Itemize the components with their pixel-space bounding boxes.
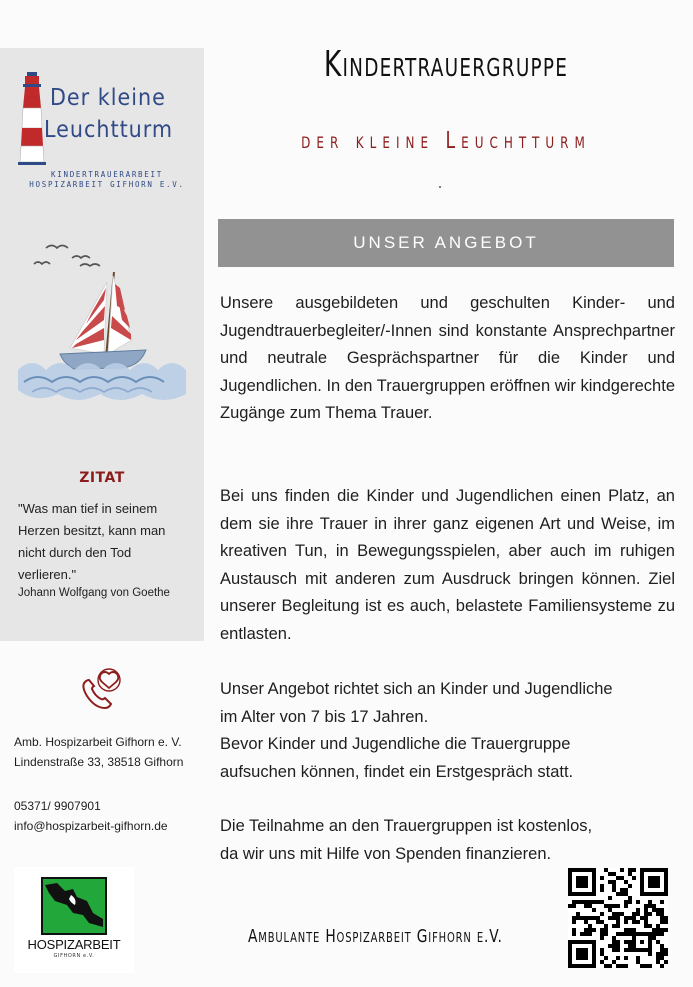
- section-heading-bar: [218, 219, 674, 267]
- hospiz-logo: [14, 867, 134, 973]
- contact-address: [14, 732, 183, 772]
- paragraph-1: Unsere ausgebildeten und geschulten Kinder- und Jugendtrauerbegleiter/-Innen sind konstante Ansprechpartner und neutrale Gesprächspartner für die Kinder und Jugendlichen. In den Trauergruppen eröffnen wir kindgerechte Zugänge zum Thema Trauer.: [220, 294, 675, 422]
- page-title: Kindertrauergruppe: [323, 44, 569, 85]
- logo-title: Der kleine Leuchtturm: [44, 85, 174, 143]
- phone-heart-icon: [77, 668, 125, 712]
- section-heading: UNSER ANGEBOT: [353, 233, 539, 252]
- contact-street: Lindenstraße 33, 38518 Gifhorn: [14, 755, 184, 769]
- page-subtitle: der kleine Leuchtturm: [301, 128, 591, 154]
- hospiz-logo-label: HOSPIZARBEIT: [27, 937, 121, 952]
- footer-organization: Ambulante Hospizarbeit Gifhorn e.V.: [248, 926, 503, 947]
- contact-email[interactable]: info@hospizarbeit-gifhorn.de: [14, 819, 168, 833]
- contact-phone[interactable]: 05371/ 9907901: [14, 799, 101, 813]
- contact-org: Amb. Hospizarbeit Gifhorn e. V.: [14, 735, 182, 749]
- qr-code-icon[interactable]: [568, 868, 668, 968]
- logo-subtitle: KINDERTRAUERARBEIT HOSPIZARBEIT GIFHORN E.V.: [29, 170, 185, 189]
- sailboat-icon: [14, 236, 189, 411]
- quote-heading: ZITAT: [79, 470, 125, 486]
- paragraph-4: Die Teilnahme an den Trauergruppen ist kostenlos, da wir uns mit Hilfe von Spenden finanzieren.: [220, 817, 593, 863]
- quote-author: Johann Wolfgang von Goethe: [18, 587, 170, 599]
- hospiz-logo-sublabel: GIFHORN e.V.: [53, 953, 95, 959]
- divider-dot: [439, 186, 441, 188]
- contact-reach: [14, 796, 168, 836]
- seagulls-icon: [34, 246, 100, 267]
- quote-text: "Was man tief in seinem Herzen besitzt, kann man nicht durch den Tod verlieren.": [18, 501, 166, 582]
- hospiz-logo-icon: [41, 877, 107, 935]
- paragraph-2: Bei uns finden die Kinder und Jugendlichen einen Platz, an dem sie ihre Trauer in ihrer ganz eigenen Art und Weise, im kreativen Tun, in Bewegungsspielen, aber auch im ruhigen Austausch mit anderen zum Ausdruck bringen können. Ziel unserer Begleitung ist es auch, belastete Familiensysteme zu entlasten.: [220, 487, 675, 643]
- paragraph-3: Unser Angebot richtet sich an Kinder und Jugendliche im Alter von 7 bis 17 Jahren. Bevor Kinder und Jugendliche die Trauergruppe aufsuchen können, findet ein Erstgespräch statt.: [220, 680, 613, 781]
